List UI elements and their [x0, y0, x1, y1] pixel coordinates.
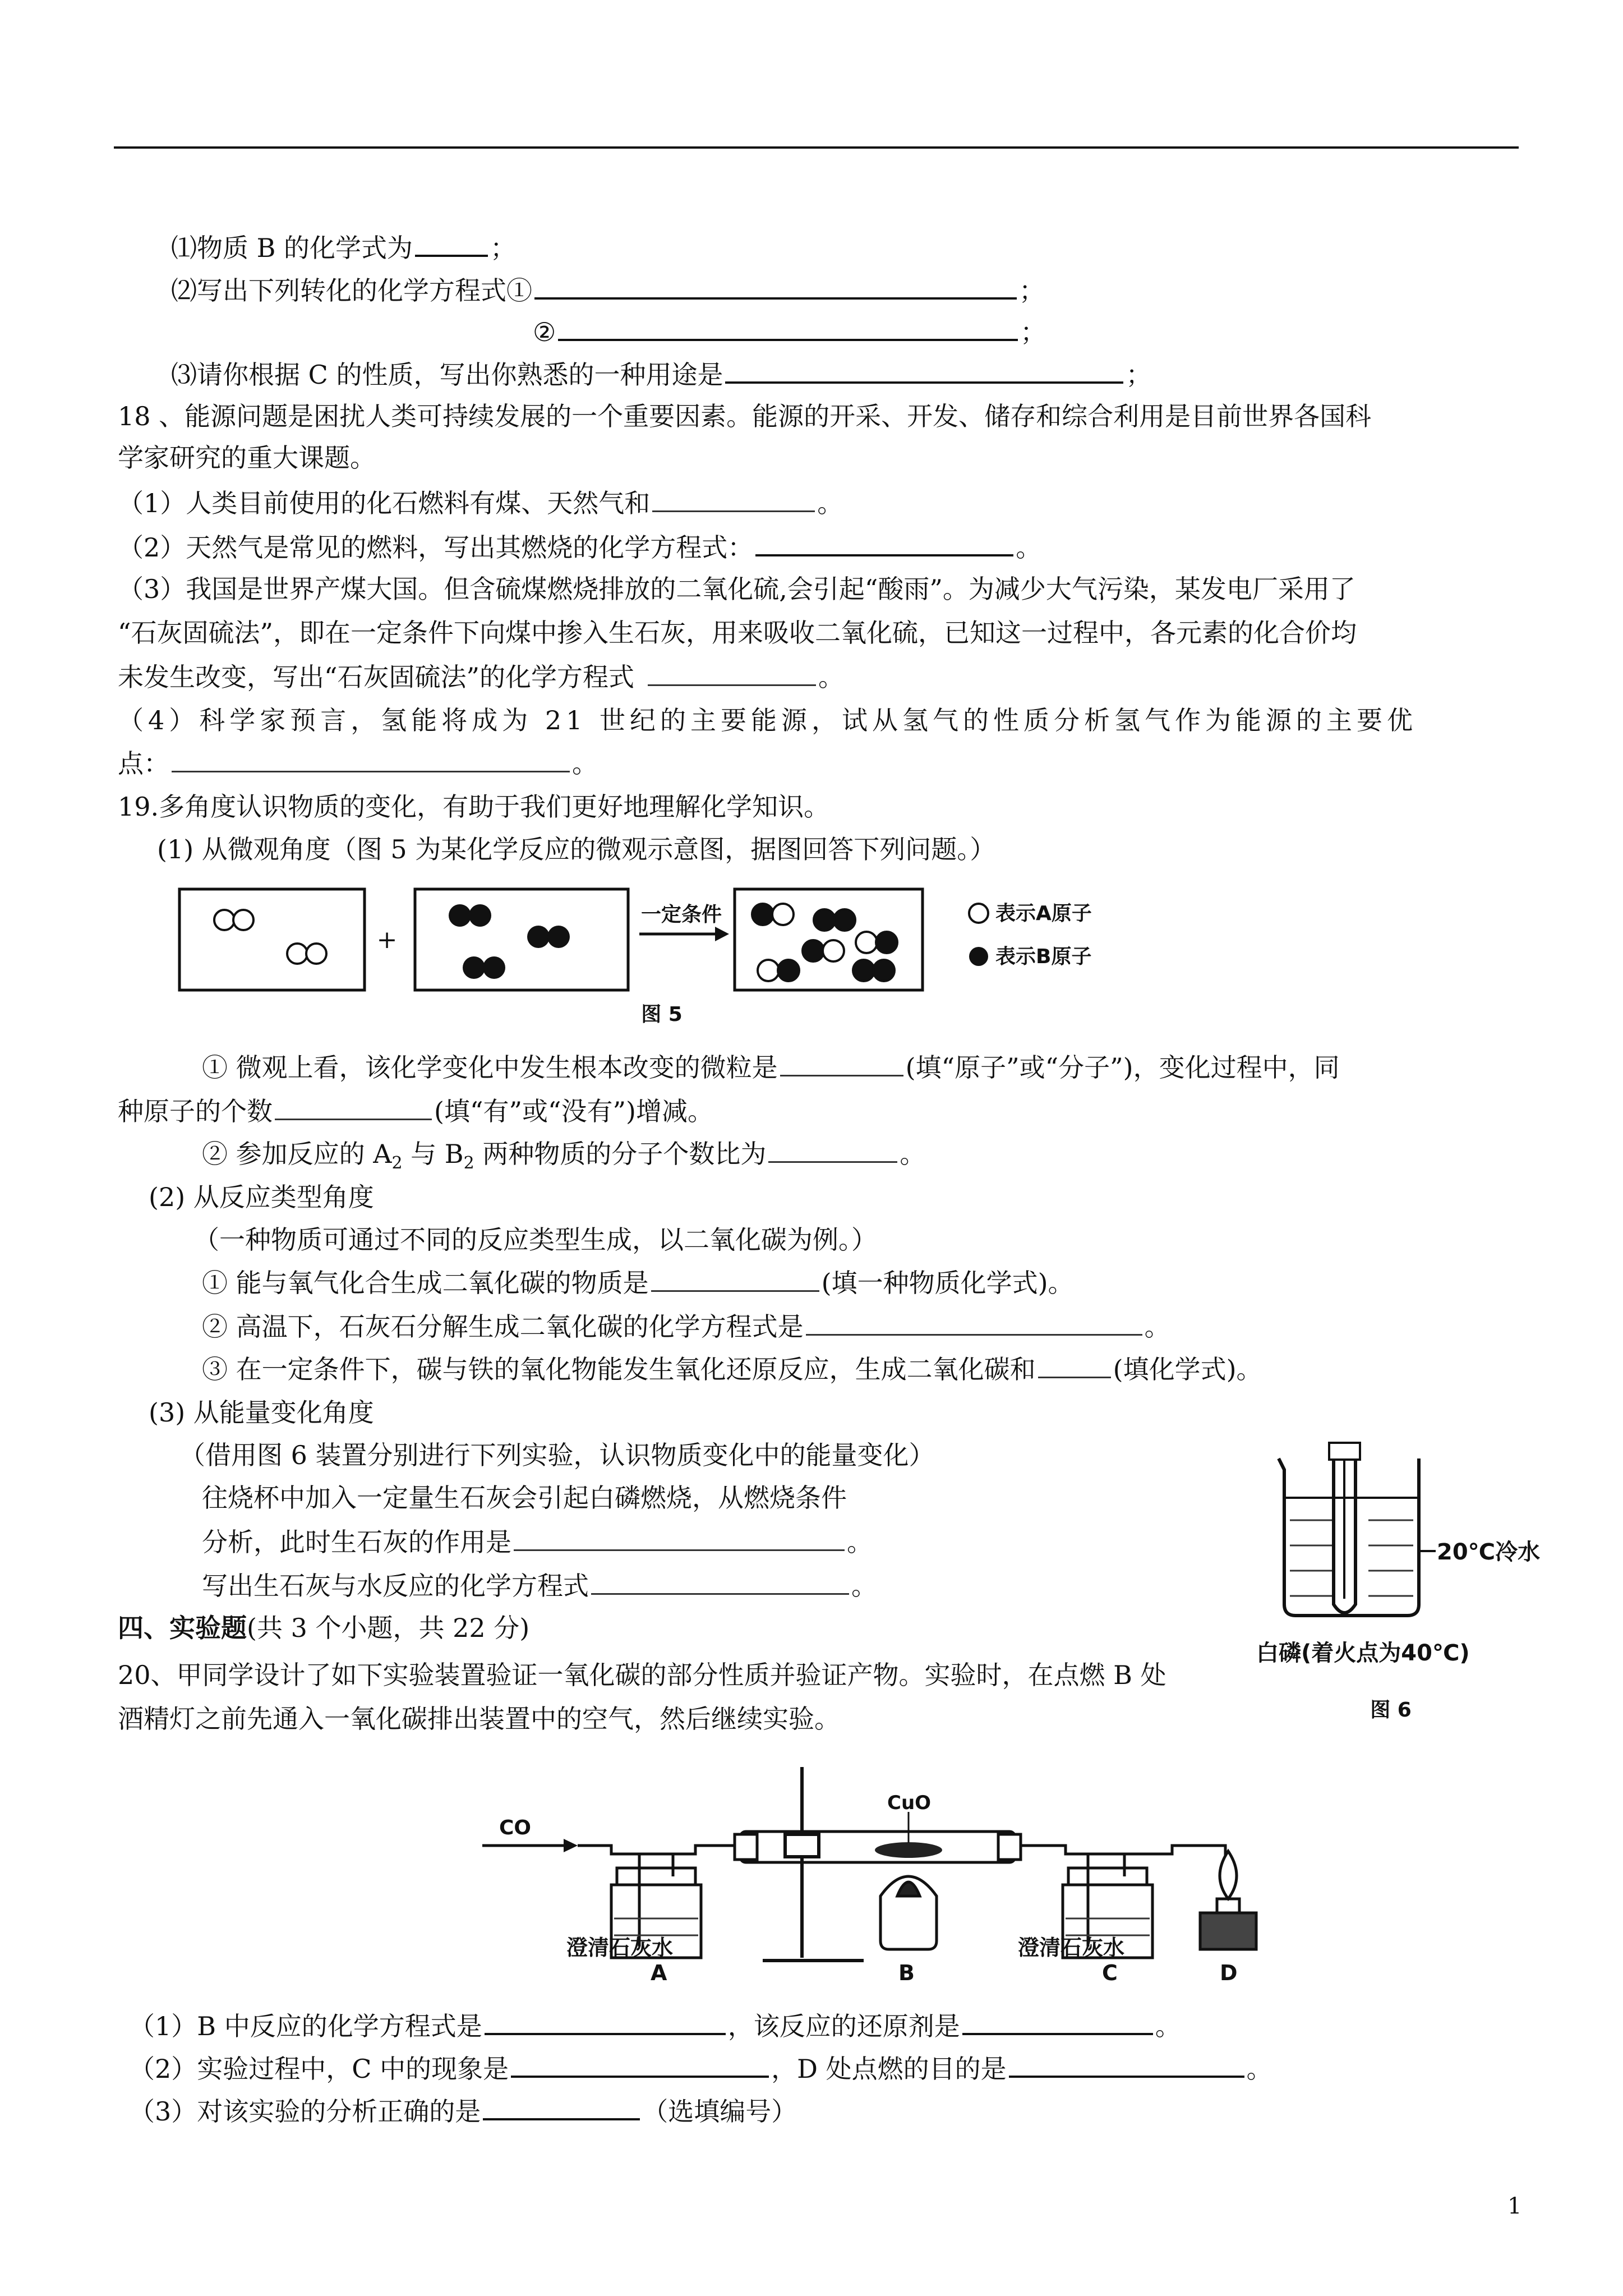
answer-blank[interactable] [755, 530, 1013, 556]
q19-1-2-line: ② 参加反应的 $A_2$ 与 $B_2$ 两种物质的分子个数比为 。 [202, 1137, 925, 1180]
answer-blank[interactable] [514, 1525, 845, 1551]
q19-2-3-line: ③ 在一定条件下，碳与铁的氧化物能发生氧化还原反应，生成二氧化碳和 (填化学式)。 [202, 1352, 1262, 1386]
beaker-outline [1279, 1458, 1419, 1616]
co-label: CO [499, 1816, 532, 1839]
reactant-b-box [415, 889, 628, 990]
q18-intro-1: 18 、能源问题是困扰人类可持续发展的一个重要因素。能源的开采、开发、储存和综合利用是目前世界各国科 [118, 401, 1372, 431]
burner-b [880, 1876, 937, 1949]
figure-6-beaker [1256, 1436, 1570, 1739]
q17-line-4: ⑶请你根据 C 的性质，写出你熟悉的一种用途是 ； [171, 357, 1151, 392]
limewater-c-label: 澄清石灰水 [1018, 1935, 1125, 1960]
q18-part-3b: “石灰固硫法”，即在一定条件下向煤中掺入生石灰，用来吸收二氧化硫，已知这一过程中，各元素的化合价均 [118, 618, 1357, 648]
answer-blank[interactable] [485, 2008, 726, 2035]
answer-blank[interactable] [511, 2051, 769, 2078]
q18-part-2: （2）天然气是常见的燃料，写出其燃烧的化学方程式： 。 [118, 530, 1041, 564]
reactant-a-box [179, 889, 365, 990]
water-label: 20℃冷水 [1437, 1539, 1541, 1565]
arrow-condition-label: 一定条件 [640, 903, 722, 926]
b2-molecules [449, 904, 570, 979]
q20-intro-2: 酒精灯之前先通入一氧化碳排出装置中的空气，然后继续实验。 [118, 1704, 840, 1734]
q20-part-1: （1）B 中反应的化学方程式是 ，该反应的还原剂是 。 [129, 2008, 1181, 2043]
q20-intro-1: 20、甲同学设计了如下实验装置验证一氧化碳的部分性质并验证产物。实验时，在点燃 B 处 [118, 1660, 1166, 1690]
q19-3-line-a: 往烧杯中加入一定量生石灰会引起白磷燃烧，从燃烧条件 [202, 1483, 847, 1513]
q19-3-line-b: 分析，此时生石灰的作用是 。 [202, 1525, 873, 1559]
answer-blank[interactable] [806, 1309, 1142, 1336]
answer-blank[interactable] [780, 1050, 903, 1076]
q18-part-4a: （4）科学家预言，氢能将成为 21 世纪的主要能源，试从氢气的性质分析氢气作为能源的主要优 [118, 705, 1418, 735]
alcohol-lamp-d [1200, 1851, 1256, 1949]
q18-part-4b: 点： 。 [118, 746, 598, 780]
answer-blank[interactable] [652, 486, 815, 512]
section-4-heading: 四、实验题(共 3 个小题，共 22 分) [118, 1613, 530, 1643]
q20-part-3: （3）对该实验的分析正确的是 （选填编号） [129, 2093, 797, 2128]
reaction-arrow-icon [715, 927, 729, 941]
q19-intro: 19.多角度认识物质的变化，有助于我们更好地理解化学知识。 [118, 792, 830, 822]
figure-5-diagram [168, 881, 1458, 1027]
legend-b-label: 表示B原子 [995, 945, 1092, 968]
answer-blank[interactable] [1009, 2051, 1244, 2078]
plus-sign: + [376, 926, 398, 954]
q17-line-2: ⑵写出下列转化的化学方程式① ； [171, 273, 1045, 307]
page-number: 1 [1507, 2193, 1522, 2219]
label-a: A [651, 1961, 667, 1985]
label-d: D [1220, 1961, 1238, 1985]
label-b: B [898, 1961, 915, 1985]
cuo-powder [875, 1842, 942, 1858]
answer-blank[interactable] [275, 1094, 432, 1120]
q18-part-1: （1）人类目前使用的化石燃料有煤、天然气和 。 [118, 486, 843, 520]
label-c: C [1102, 1961, 1118, 1985]
answer-blank[interactable] [534, 273, 1017, 300]
q18-part-3c: 未发生改变，写出“石灰固硫法”的化学方程式 。 [118, 660, 844, 694]
answer-blank[interactable] [483, 2093, 640, 2120]
q18-part-3a: （3）我国是世界产煤大国。但含硫煤燃烧排放的二氧化硫,会引起“酸雨”。为减少大气污染，某发电厂采用了 [118, 574, 1355, 604]
atom-a-legend-icon [969, 904, 988, 923]
answer-blank[interactable] [1038, 1352, 1111, 1378]
figure-6-caption: 图 6 [1370, 1699, 1412, 1722]
answer-blank[interactable] [725, 357, 1123, 384]
atom-b-legend-icon [969, 947, 988, 966]
a2-molecules [214, 910, 326, 964]
header-rule [114, 146, 1519, 149]
legend-a-label: 表示A原子 [995, 902, 1092, 925]
cuo-label: CuO [887, 1792, 932, 1814]
q20-part-2: （2）实验过程中，C 中的现象是 ，D 处点燃的目的是 。 [129, 2051, 1272, 2086]
q19-part-2-note: （一种物质可通过不同的反应类型生成，以二氧化碳为例。） [193, 1225, 877, 1255]
q19-1-1-line-b: 种原子的个数 (填“有”或“没有”)增减。 [118, 1094, 713, 1128]
q19-part-3-note: （借用图 6 装置分别进行下列实验，认识物质变化中的能量变化） [179, 1440, 935, 1470]
answer-blank[interactable] [415, 230, 488, 257]
q17-line-1: ⑴物质 B 的化学式为 ； [171, 230, 516, 265]
q19-part-3: (3) 从能量变化角度 [149, 1397, 374, 1428]
phosphorus-label: 白磷(着火点为40℃) [1256, 1640, 1470, 1666]
apparatus-diagram [471, 1756, 1312, 1991]
flame-icon [1220, 1851, 1237, 1899]
limewater-a-label: 澄清石灰水 [566, 1935, 674, 1960]
q19-part-2: (2) 从反应类型角度 [149, 1182, 374, 1212]
q18-intro-2: 学家研究的重大课题。 [118, 443, 376, 473]
gas-flow-arrow-icon [564, 1839, 578, 1852]
figure-5-caption: 图 5 [641, 1003, 683, 1026]
answer-blank[interactable] [648, 660, 816, 686]
q19-2-1-line: ① 能与氧气化合生成二氧化碳的物质是 (填一种物质化学式)。 [202, 1266, 1074, 1300]
q19-3-line-c: 写出生石灰与水反应的化学方程式 。 [202, 1568, 877, 1603]
answer-blank[interactable] [172, 746, 570, 772]
q19-1-1-line-a: ① 微观上看，该化学变化中发生根本改变的微粒是 (填“原子”或“分子”)，变化过程中，同 [202, 1050, 1340, 1084]
stopper [1329, 1443, 1360, 1460]
q19-part-1: (1) 从微观角度（图 5 为某化学反应的微观示意图，据图回答下列问题。） [157, 834, 996, 864]
q19-2-2-line: ② 高温下，石灰石分解生成二氧化碳的化学方程式是 。 [202, 1309, 1170, 1343]
answer-blank[interactable] [651, 1266, 819, 1292]
answer-blank[interactable] [558, 314, 1018, 341]
answer-blank[interactable] [962, 2008, 1153, 2035]
answer-blank[interactable] [591, 1568, 849, 1595]
q17-line-3: ② ； [533, 314, 1046, 349]
answer-blank[interactable] [768, 1137, 897, 1163]
